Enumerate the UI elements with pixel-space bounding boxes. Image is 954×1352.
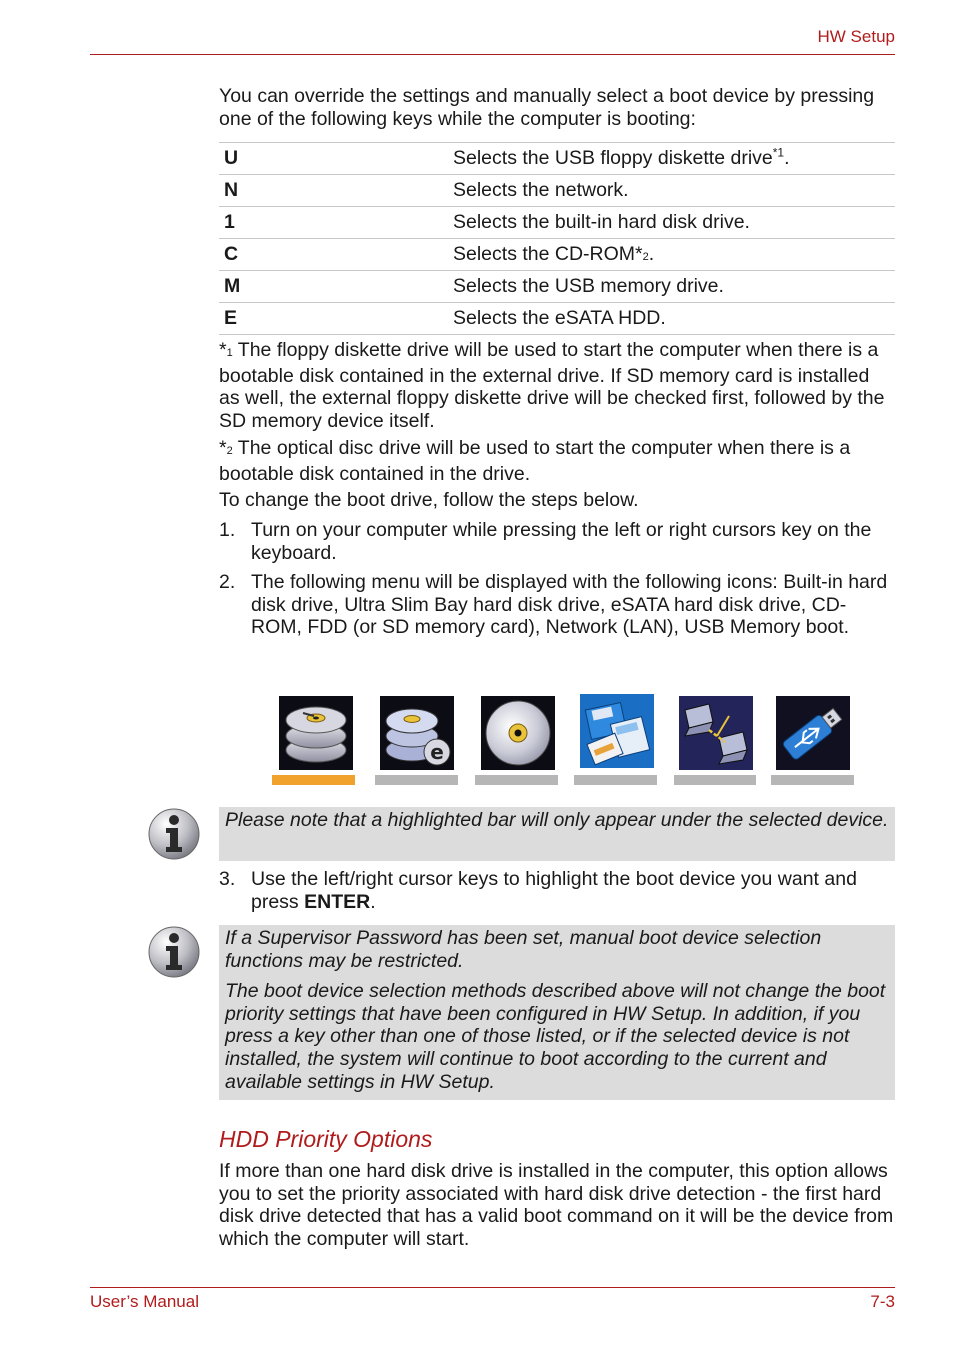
list-item: 2. The following menu will be displayed with the following icons: Built-in hard disk drive, Ultra Slim Bay hard disk drive, eSATA hard disk drive, CD-ROM, FDD (or SD memory card), Network (LAN), USB Memory boot. — [219, 571, 888, 639]
footer-manual-title: User’s Manual — [90, 1292, 199, 1311]
highlight-bar — [574, 775, 657, 785]
header-title: HW Setup — [817, 27, 895, 46]
highlight-bar — [771, 775, 854, 785]
table-row — [219, 239, 895, 271]
boot-device-menu — [270, 694, 860, 786]
list-item: 3. Use the left/right cursor keys to highlight the boot device you want and press ENTER. — [219, 868, 857, 913]
intro-paragraph: You can override the settings and manually select a boot device by pressing one of the following keys while the computer is booting: — [219, 85, 875, 130]
highlight-bar-selected — [272, 775, 355, 785]
desc-cell: Selects the eSATA HDD. — [448, 303, 895, 335]
svg-text:e: e — [430, 740, 444, 764]
note-supervisor-password — [219, 925, 895, 1100]
table-row — [219, 303, 895, 335]
footnote-ref: 2 — [642, 251, 649, 263]
footer-divider — [90, 1287, 895, 1288]
key-cell: C — [219, 239, 448, 271]
usb-memory-icon[interactable] — [776, 696, 850, 770]
cd-rom-icon[interactable] — [481, 696, 555, 770]
footnote-1: *1 The floppy diskette drive will be used to start the computer when there is a bootable disk contained in the external drive. If SD memory card is installed as well, the external floppy diskette drive will be checked first, followed by the SD memory device itself. — [219, 339, 885, 432]
key-cell: M — [219, 271, 448, 303]
desc-cell: Selects the network. — [448, 175, 895, 207]
esata-disk-icon[interactable] — [380, 696, 454, 770]
step-list — [219, 868, 895, 913]
desc-cell: Selects the USB floppy diskette drive$^{*1}$. — [448, 143, 895, 175]
note-text: Please note that a highlighted bar will only appear under the selected device. — [225, 809, 889, 831]
key-cell: 1 — [219, 207, 448, 239]
key-cell: U — [219, 143, 448, 175]
network-lan-icon[interactable] — [679, 696, 753, 770]
footer-page-number: 7-3 — [870, 1292, 895, 1311]
info-icon — [147, 807, 201, 861]
enter-key-label: ENTER — [304, 890, 371, 913]
info-icon — [147, 925, 201, 979]
fdd-sd-card-icon[interactable] — [580, 694, 654, 768]
table-row — [219, 143, 895, 175]
highlight-bar — [674, 775, 756, 785]
note-highlight-bar — [219, 807, 895, 861]
table-row — [219, 271, 895, 303]
table-row — [219, 175, 895, 207]
note-text: If a Supervisor Password has been set, manual boot device selection functions may be restricted. — [225, 927, 822, 972]
section-heading: HDD Priority Options — [219, 1126, 433, 1152]
header-divider — [90, 54, 895, 55]
boot-key-table — [219, 142, 895, 335]
list-item: 1. Turn on your computer while pressing the left or right cursors key on the keyboard. — [219, 519, 872, 564]
section-paragraph: If more than one hard disk drive is installed in the computer, this option allows you to set the priority associated with hard disk drive detection - the first hard disk drive detected that has a valid boot command on it will be the device from which the computer will start. — [219, 1160, 894, 1250]
key-cell: N — [219, 175, 448, 207]
note-text: The boot device selection methods described above will not change the boot priority settings that have been configured in HW Setup. In addition, if you press a key other than one of those listed, or if the selected device is not installed, the system will continue to boot according to the current and available settings in HW Setup. — [225, 980, 886, 1093]
hard-disk-icon[interactable] — [279, 696, 353, 770]
desc-cell: Selects the USB memory drive. — [448, 271, 895, 303]
change-boot-text: To change the boot drive, follow the steps below. — [219, 489, 639, 511]
key-cell: E — [219, 303, 448, 335]
step-list — [219, 571, 895, 639]
step-list — [219, 519, 895, 564]
table-row — [219, 207, 895, 239]
footnote-2: *2 The optical disc drive will be used to start the computer when there is a bootable disk contained in the drive. — [219, 437, 851, 485]
footnote-ref: *1 — [772, 145, 785, 160]
highlight-bar — [375, 775, 458, 785]
desc-cell: Selects the built-in hard disk drive. — [448, 207, 895, 239]
desc-cell: Selects the CD-ROM*2. — [448, 239, 895, 271]
highlight-bar — [475, 775, 558, 785]
